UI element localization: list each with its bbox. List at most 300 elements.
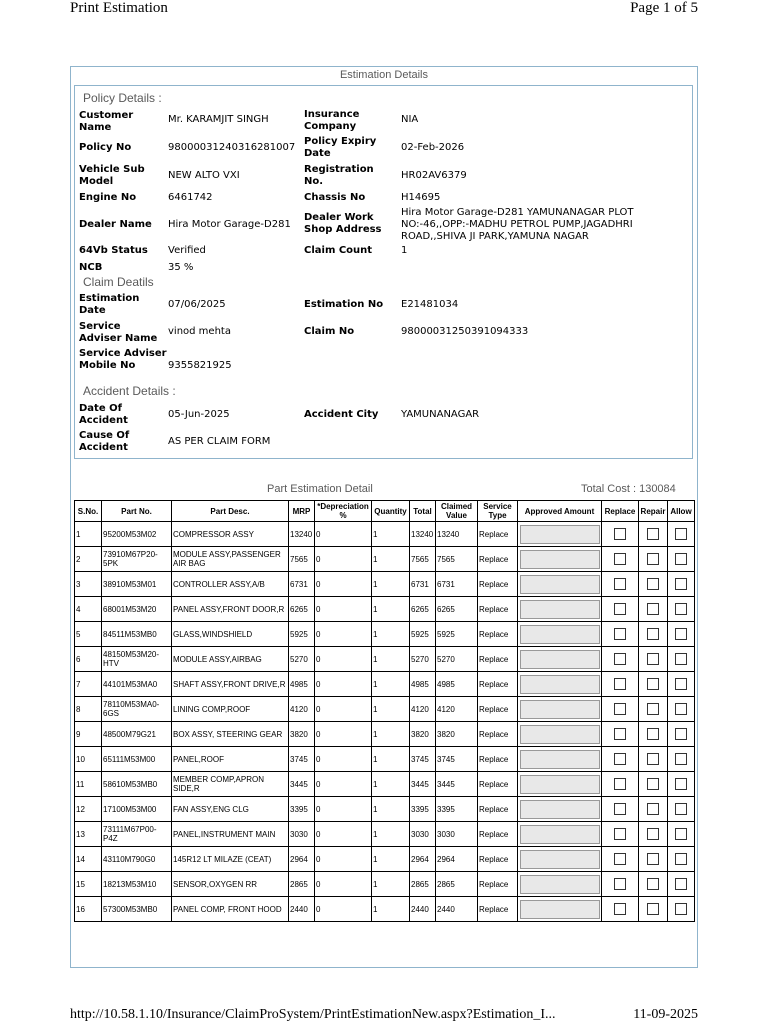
- cell-mrp: 3445: [289, 772, 315, 797]
- cell-claimed-value: 3030: [436, 822, 478, 847]
- cell-replace: [602, 697, 639, 722]
- cell-depreciation: 0: [315, 647, 372, 672]
- cell-mrp: 6265: [289, 597, 315, 622]
- accident-cause-value: AS PER CLAIM FORM: [168, 436, 271, 447]
- approved-amount-input[interactable]: [520, 575, 600, 594]
- cell-quantity: 1: [372, 672, 410, 697]
- cell-part-desc: FAN ASSY,ENG CLG: [172, 797, 289, 822]
- cell-claimed-value: 7565: [436, 547, 478, 572]
- cell-part-desc: LINING COMP,ROOF: [172, 697, 289, 722]
- repair-checkbox[interactable]: [647, 853, 659, 865]
- cell-mrp: 3395: [289, 797, 315, 822]
- table-row: [75, 522, 695, 547]
- cell-depreciation: 0: [315, 697, 372, 722]
- cell-allow: [668, 722, 695, 747]
- cell-sno: 14: [75, 847, 102, 872]
- cell-repair: [639, 597, 668, 622]
- table-row: [75, 847, 695, 872]
- cell-sno: 8: [75, 697, 102, 722]
- cell-depreciation: 0: [315, 547, 372, 572]
- allow-checkbox[interactable]: [675, 578, 687, 590]
- repair-checkbox[interactable]: [647, 653, 659, 665]
- allow-checkbox[interactable]: [675, 703, 687, 715]
- cell-approved-amount: [518, 547, 602, 572]
- approved-amount-input[interactable]: [520, 700, 600, 719]
- cell-total: 3445: [410, 772, 436, 797]
- allow-checkbox[interactable]: [675, 753, 687, 765]
- cell-allow: [668, 547, 695, 572]
- col-claimed-value: Claimed Value: [436, 501, 478, 522]
- cell-service-type: Replace: [478, 822, 518, 847]
- approved-amount-input[interactable]: [520, 850, 600, 869]
- policy-no-label: Policy No: [79, 142, 132, 153]
- dealer-address-label: Dealer Work Shop Address: [304, 212, 382, 235]
- customer-name-label: Customer Name: [79, 110, 134, 133]
- cell-quantity: 1: [372, 897, 410, 922]
- table-row: [75, 597, 695, 622]
- cell-mrp: 3820: [289, 722, 315, 747]
- table-row: [75, 672, 695, 697]
- cell-claimed-value: 5925: [436, 622, 478, 647]
- total-cost: Total Cost : 130084: [581, 483, 676, 495]
- status-64vb-label: 64Vb Status: [79, 245, 148, 256]
- cell-repair: [639, 872, 668, 897]
- cell-allow: [668, 822, 695, 847]
- cell-part-desc: GLASS,WINDSHIELD: [172, 622, 289, 647]
- cell-approved-amount: [518, 847, 602, 872]
- cell-service-type: Replace: [478, 597, 518, 622]
- col-allow: Allow: [668, 501, 695, 522]
- claim-count-value: 1: [401, 245, 408, 256]
- accident-cause-label: Cause Of Accident: [79, 430, 130, 453]
- cell-sno: 9: [75, 722, 102, 747]
- cell-allow: [668, 672, 695, 697]
- replace-checkbox[interactable]: [614, 828, 626, 840]
- cell-repair: [639, 722, 668, 747]
- cell-replace: [602, 822, 639, 847]
- cell-sno: 11: [75, 772, 102, 797]
- cell-approved-amount: [518, 897, 602, 922]
- cell-part-no: 65111M53M00: [102, 747, 172, 772]
- allow-checkbox[interactable]: [675, 828, 687, 840]
- cell-service-type: Replace: [478, 747, 518, 772]
- cell-mrp: 4120: [289, 697, 315, 722]
- cell-total: 2964: [410, 847, 436, 872]
- cell-mrp: 5925: [289, 622, 315, 647]
- cell-allow: [668, 872, 695, 897]
- cell-part-no: 57300M53MB0: [102, 897, 172, 922]
- cell-repair: [639, 772, 668, 797]
- replace-checkbox[interactable]: [614, 528, 626, 540]
- cell-mrp: 4985: [289, 672, 315, 697]
- repair-checkbox[interactable]: [647, 603, 659, 615]
- approved-amount-input[interactable]: [520, 675, 600, 694]
- cell-sno: 10: [75, 747, 102, 772]
- replace-checkbox[interactable]: [614, 878, 626, 890]
- cell-repair: [639, 897, 668, 922]
- col-quantity: Quantity: [372, 501, 410, 522]
- cell-depreciation: 0: [315, 672, 372, 697]
- insurance-company-value: NIA: [401, 114, 419, 125]
- replace-checkbox[interactable]: [614, 903, 626, 915]
- estimation-date-label: Estimation Date: [79, 293, 140, 316]
- allow-checkbox[interactable]: [675, 653, 687, 665]
- cell-service-type: Replace: [478, 697, 518, 722]
- cell-service-type: Replace: [478, 897, 518, 922]
- cell-sno: 16: [75, 897, 102, 922]
- cell-service-type: Replace: [478, 847, 518, 872]
- table-row: [75, 697, 695, 722]
- policy-expiry-value: 02-Feb-2026: [401, 142, 465, 153]
- cell-part-no: 17100M53M00: [102, 797, 172, 822]
- cell-part-desc: PANEL,ROOF: [172, 747, 289, 772]
- cell-quantity: 1: [372, 697, 410, 722]
- cell-part-no: 73111M67P00-P4Z: [102, 822, 172, 847]
- allow-checkbox[interactable]: [675, 853, 687, 865]
- cell-replace: [602, 897, 639, 922]
- cell-sno: 3: [75, 572, 102, 597]
- cell-total: 5925: [410, 622, 436, 647]
- cell-depreciation: 0: [315, 897, 372, 922]
- cell-replace: [602, 672, 639, 697]
- cell-repair: [639, 622, 668, 647]
- cell-repair: [639, 797, 668, 822]
- cell-part-desc: MEMBER COMP,APRON SIDE,R: [172, 772, 289, 797]
- cell-approved-amount: [518, 822, 602, 847]
- approved-amount-input[interactable]: [520, 800, 600, 819]
- cell-service-type: Replace: [478, 872, 518, 897]
- cell-sno: 12: [75, 797, 102, 822]
- policy-section-title: Policy Details :: [83, 91, 162, 105]
- cell-quantity: 1: [372, 772, 410, 797]
- cell-replace: [602, 722, 639, 747]
- ncb-value: 35 %: [168, 262, 194, 273]
- cell-replace: [602, 872, 639, 897]
- customer-name-value: Mr. KARAMJIT SINGH: [168, 114, 269, 125]
- cell-sno: 13: [75, 822, 102, 847]
- replace-checkbox[interactable]: [614, 553, 626, 565]
- cell-repair: [639, 647, 668, 672]
- dealer-address-value: Hira Motor Garage-D281 YAMUNANAGAR PLOT NO:-46,,OPP:-MADHU PETROL PUMP,JAGADHRI ROAD,,SHIVA JI PARK,YAMUNA NAGAR: [401, 207, 634, 242]
- accident-date-label: Date Of Accident: [79, 403, 128, 426]
- cell-part-desc: MODULE ASSY,AIRBAG: [172, 647, 289, 672]
- col-total: Total: [410, 501, 436, 522]
- table-row: [75, 622, 695, 647]
- cell-service-type: Replace: [478, 672, 518, 697]
- cell-quantity: 1: [372, 572, 410, 597]
- cell-repair: [639, 822, 668, 847]
- cell-total: 4985: [410, 672, 436, 697]
- cell-total: 2440: [410, 897, 436, 922]
- table-row: [75, 572, 695, 597]
- cell-part-no: 58610M53MB0: [102, 772, 172, 797]
- cell-repair: [639, 522, 668, 547]
- cell-claimed-value: 3820: [436, 722, 478, 747]
- claim-no-value: 98000031250391094333: [401, 326, 529, 337]
- cell-mrp: 13240: [289, 522, 315, 547]
- estimation-no-value: E21481034: [401, 299, 459, 310]
- approved-amount-input[interactable]: [520, 825, 600, 844]
- cell-depreciation: 0: [315, 747, 372, 772]
- cell-approved-amount: [518, 697, 602, 722]
- replace-checkbox[interactable]: [614, 803, 626, 815]
- approved-amount-input[interactable]: [520, 600, 600, 619]
- cell-depreciation: 0: [315, 822, 372, 847]
- repair-checkbox[interactable]: [647, 903, 659, 915]
- approved-amount-input[interactable]: [520, 525, 600, 544]
- cell-approved-amount: [518, 872, 602, 897]
- registration-no-label: Registration No.: [304, 164, 374, 187]
- cell-service-type: Replace: [478, 722, 518, 747]
- cell-depreciation: 0: [315, 797, 372, 822]
- cell-part-no: 68001M53M20: [102, 597, 172, 622]
- table-row: [75, 772, 695, 797]
- col-repair: Repair: [639, 501, 668, 522]
- insurance-company-label: Insurance Company: [304, 109, 360, 132]
- cell-depreciation: 0: [315, 722, 372, 747]
- col-part-no: Part No.: [102, 501, 172, 522]
- repair-checkbox[interactable]: [647, 628, 659, 640]
- cell-depreciation: 0: [315, 572, 372, 597]
- claim-count-label: Claim Count: [304, 245, 373, 256]
- cell-service-type: Replace: [478, 622, 518, 647]
- replace-checkbox[interactable]: [614, 853, 626, 865]
- cell-quantity: 1: [372, 747, 410, 772]
- cell-replace: [602, 797, 639, 822]
- cell-claimed-value: 2865: [436, 872, 478, 897]
- accident-city-value: YAMUNANAGAR: [401, 409, 480, 420]
- cell-replace: [602, 747, 639, 772]
- table-row: [75, 822, 695, 847]
- table-row: [75, 897, 695, 922]
- cell-sno: 2: [75, 547, 102, 572]
- details-box: [74, 85, 693, 459]
- cell-part-no: 38910M53M01: [102, 572, 172, 597]
- cell-service-type: Replace: [478, 647, 518, 672]
- table-row: [75, 722, 695, 747]
- parts-table: [74, 500, 695, 922]
- replace-checkbox[interactable]: [614, 578, 626, 590]
- cell-part-no: 44101M53MA0: [102, 672, 172, 697]
- cell-sno: 1: [75, 522, 102, 547]
- cell-claimed-value: 4985: [436, 672, 478, 697]
- approved-amount-input[interactable]: [520, 900, 600, 919]
- cell-depreciation: 0: [315, 772, 372, 797]
- cell-claimed-value: 2440: [436, 897, 478, 922]
- cell-quantity: 1: [372, 797, 410, 822]
- cell-approved-amount: [518, 597, 602, 622]
- col-approved-amount: Approved Amount: [518, 501, 602, 522]
- approved-amount-input[interactable]: [520, 750, 600, 769]
- adviser-mobile-label: Service Adviser Mobile No: [79, 348, 167, 371]
- repair-checkbox[interactable]: [647, 778, 659, 790]
- cell-claimed-value: 3395: [436, 797, 478, 822]
- allow-checkbox[interactable]: [675, 528, 687, 540]
- repair-checkbox[interactable]: [647, 578, 659, 590]
- cell-approved-amount: [518, 572, 602, 597]
- repair-checkbox[interactable]: [647, 678, 659, 690]
- table-row: [75, 872, 695, 897]
- policy-no-value: 98000031240316281007: [168, 142, 296, 153]
- approved-amount-input[interactable]: [520, 550, 600, 569]
- claim-section-title: Claim Deatils: [83, 275, 154, 289]
- status-64vb-value: Verified: [168, 245, 206, 256]
- cell-claimed-value: 3445: [436, 772, 478, 797]
- cell-total: 6731: [410, 572, 436, 597]
- table-row: [75, 747, 695, 772]
- cell-replace: [602, 622, 639, 647]
- chassis-no-value: H14695: [401, 192, 441, 203]
- replace-checkbox[interactable]: [614, 678, 626, 690]
- cell-quantity: 1: [372, 597, 410, 622]
- cell-total: 3820: [410, 722, 436, 747]
- cell-part-no: 95200M53M02: [102, 522, 172, 547]
- cell-quantity: 1: [372, 647, 410, 672]
- cell-claimed-value: 4120: [436, 697, 478, 722]
- allow-checkbox[interactable]: [675, 903, 687, 915]
- cell-approved-amount: [518, 747, 602, 772]
- cell-total: 5270: [410, 647, 436, 672]
- col-part-desc: Part Desc.: [172, 501, 289, 522]
- col-sno: S.No.: [75, 501, 102, 522]
- cell-total: 3030: [410, 822, 436, 847]
- cell-allow: [668, 597, 695, 622]
- cell-part-desc: PANEL COMP, FRONT HOOD: [172, 897, 289, 922]
- estimation-panel: [70, 66, 698, 968]
- approved-amount-input[interactable]: [520, 625, 600, 644]
- accident-date-value: 05-Jun-2025: [168, 409, 230, 420]
- col-replace: Replace: [602, 501, 639, 522]
- repair-checkbox[interactable]: [647, 828, 659, 840]
- allow-checkbox[interactable]: [675, 628, 687, 640]
- footer-date: 11-09-2025: [633, 1007, 698, 1022]
- replace-checkbox[interactable]: [614, 603, 626, 615]
- approved-amount-input[interactable]: [520, 650, 600, 669]
- estimation-no-label: Estimation No: [304, 299, 384, 310]
- cell-total: 3395: [410, 797, 436, 822]
- col-depreciation: *Depreciation %: [315, 501, 372, 522]
- engine-no-value: 6461742: [168, 192, 213, 203]
- chassis-no-label: Chassis No: [304, 192, 366, 203]
- repair-checkbox[interactable]: [647, 753, 659, 765]
- cell-depreciation: 0: [315, 847, 372, 872]
- allow-checkbox[interactable]: [675, 553, 687, 565]
- cell-claimed-value: 2964: [436, 847, 478, 872]
- allow-checkbox[interactable]: [675, 603, 687, 615]
- cell-total: 6265: [410, 597, 436, 622]
- approved-amount-input[interactable]: [520, 875, 600, 894]
- policy-expiry-label: Policy Expiry Date: [304, 136, 377, 159]
- allow-checkbox[interactable]: [675, 778, 687, 790]
- claim-no-label: Claim No: [304, 326, 355, 337]
- repair-checkbox[interactable]: [647, 803, 659, 815]
- cell-mrp: 7565: [289, 547, 315, 572]
- cell-approved-amount: [518, 722, 602, 747]
- cell-quantity: 1: [372, 622, 410, 647]
- replace-checkbox[interactable]: [614, 778, 626, 790]
- cell-mrp: 2865: [289, 872, 315, 897]
- cell-total: 7565: [410, 547, 436, 572]
- cell-allow: [668, 622, 695, 647]
- table-row: [75, 547, 695, 572]
- cell-depreciation: 0: [315, 597, 372, 622]
- repair-checkbox[interactable]: [647, 878, 659, 890]
- cell-depreciation: 0: [315, 522, 372, 547]
- cell-mrp: 3745: [289, 747, 315, 772]
- service-adviser-value: vinod mehta: [168, 326, 231, 337]
- repair-checkbox[interactable]: [647, 728, 659, 740]
- print-title: Print Estimation: [70, 0, 168, 16]
- cell-allow: [668, 847, 695, 872]
- estimation-details-title: Estimation Details: [339, 69, 429, 81]
- accident-section-title: Accident Details :: [83, 384, 176, 398]
- cell-quantity: 1: [372, 522, 410, 547]
- cell-service-type: Replace: [478, 547, 518, 572]
- allow-checkbox[interactable]: [675, 678, 687, 690]
- cell-approved-amount: [518, 672, 602, 697]
- repair-checkbox[interactable]: [647, 703, 659, 715]
- approved-amount-input[interactable]: [520, 775, 600, 794]
- cell-approved-amount: [518, 647, 602, 672]
- table-row: [75, 797, 695, 822]
- cell-part-no: 43110M790G0: [102, 847, 172, 872]
- cell-approved-amount: [518, 522, 602, 547]
- cell-sno: 7: [75, 672, 102, 697]
- cell-repair: [639, 547, 668, 572]
- cell-approved-amount: [518, 797, 602, 822]
- cell-allow: [668, 697, 695, 722]
- cell-part-no: 78110M53MA0-6GS: [102, 697, 172, 722]
- allow-checkbox[interactable]: [675, 803, 687, 815]
- cell-part-desc: PANEL ASSY,FRONT DOOR,R: [172, 597, 289, 622]
- cell-part-desc: CONTROLLER ASSY,A/B: [172, 572, 289, 597]
- repair-checkbox[interactable]: [647, 553, 659, 565]
- accident-city-label: Accident City: [304, 409, 379, 420]
- replace-checkbox[interactable]: [614, 628, 626, 640]
- cell-allow: [668, 522, 695, 547]
- cell-approved-amount: [518, 622, 602, 647]
- cell-allow: [668, 572, 695, 597]
- replace-checkbox[interactable]: [614, 728, 626, 740]
- replace-checkbox[interactable]: [614, 703, 626, 715]
- repair-checkbox[interactable]: [647, 528, 659, 540]
- approved-amount-input[interactable]: [520, 725, 600, 744]
- cell-part-no: 84511M53MB0: [102, 622, 172, 647]
- vehicle-sub-model-value: NEW ALTO VXI: [168, 170, 240, 181]
- cell-total: 4120: [410, 697, 436, 722]
- cell-service-type: Replace: [478, 572, 518, 597]
- cell-part-desc: BOX ASSY, STEERING GEAR: [172, 722, 289, 747]
- cell-mrp: 2440: [289, 897, 315, 922]
- replace-checkbox[interactable]: [614, 753, 626, 765]
- dealer-name-value: Hira Motor Garage-D281: [168, 219, 291, 230]
- cell-repair: [639, 697, 668, 722]
- cell-part-desc: SHAFT ASSY,FRONT DRIVE,R: [172, 672, 289, 697]
- allow-checkbox[interactable]: [675, 728, 687, 740]
- cell-repair: [639, 847, 668, 872]
- cell-total: 13240: [410, 522, 436, 547]
- replace-checkbox[interactable]: [614, 653, 626, 665]
- cell-allow: [668, 797, 695, 822]
- footer-url: http://10.58.1.10/Insurance/ClaimProSystem/PrintEstimationNew.aspx?Estimation_I...: [70, 1007, 556, 1022]
- allow-checkbox[interactable]: [675, 878, 687, 890]
- col-service-type: Service Type: [478, 501, 518, 522]
- cell-claimed-value: 13240: [436, 522, 478, 547]
- col-mrp: MRP: [289, 501, 315, 522]
- cell-allow: [668, 897, 695, 922]
- cell-service-type: Replace: [478, 797, 518, 822]
- cell-part-no: 48150M53M20-HTV: [102, 647, 172, 672]
